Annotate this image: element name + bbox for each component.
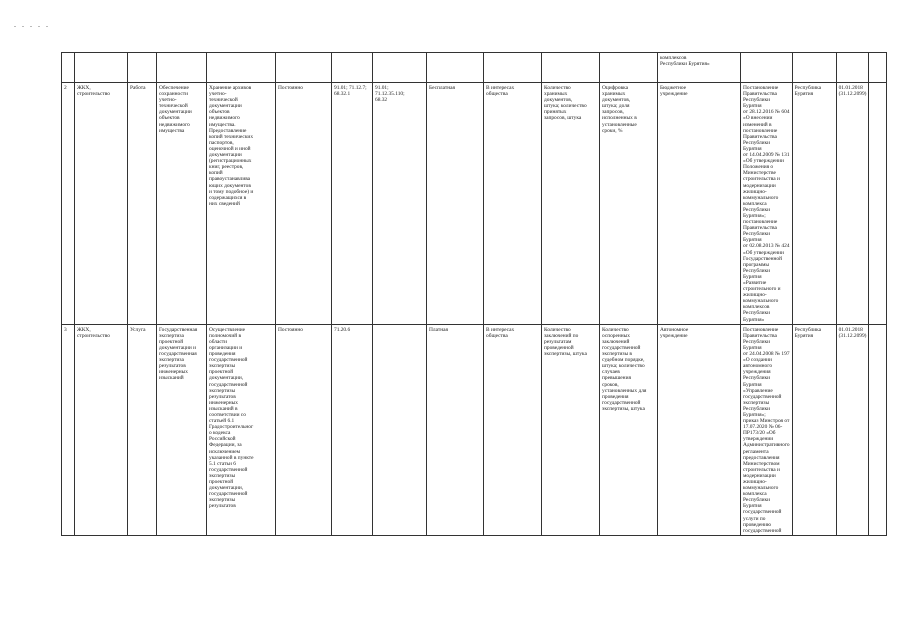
cell-empty [869,324,887,535]
legal-basis-continuation: комплексов Республики Бурятия» [658,53,741,83]
cell-institution-type: Автономное учреждение [658,324,741,535]
cell-name: Государственная экспертиза проектной документации и государственная экспертиза результатов инженерных изысканий [157,324,207,535]
scan-artifact [14,14,74,24]
cell-payment: Платная [427,324,484,535]
cell-number: 3 [62,324,75,535]
registry-table [61,52,887,536]
cell-okved: 71.20.6 [332,324,373,535]
cell-type: Работа [128,83,157,325]
cell-legal-basis: Постановление Правительства Республики Бурятия от 28.12.2016 № 604 «О внесении изменений в постановление Правительства Республики Бурятия от 14.04.2009 № 131 «Об утверждении Положения о Министерстве строительства и модернизации жилищно- коммунального комплекса Республики Бурятия»; постановление Правительства Республики Бурятия от 02.08.2013 № 424 «Об утверждении Государственной программы Республики Бурятия «Развитие строительного и жилищно- коммунального комплексов Республики Бурятия» [741,83,793,325]
table-row-continuation [62,53,887,83]
cell-okpd [373,324,427,535]
cell-recipients: В интересах общества [484,324,542,535]
table-row [62,324,887,535]
cell-institution-type: Бюджетное учреждение [658,83,741,325]
cell-payment: Бесплатная [427,83,484,325]
cell-sphere: ЖКХ, строительство [75,324,128,535]
cell-content: Хранение архивов учетно- технической документации объектов недвижимого имущества. Предоставление копий технических паспортов, оценочной и иной документации (регистрационных книг, реестров, копий правоустанавлива ющих документов и тому подобное) и содержащихся в них сведений [207,83,276,325]
cell-founder: Республика Бурятия [792,83,836,325]
cell-number: 2 [62,83,75,325]
cell-legal-basis: Постановление Правительства Республики Бурятия от 24.04.2008 № 197 «О создании автономного учреждения Республики Бурятия «Управление государственной экспертизы Республики Бурятия»; приказ Минстроя от 17.07.2020 № 06- ПР173/20 «Об утверждении Административного регламента предоставления Министерством строительства и модернизации жилищно- коммунального комплекса Республики Бурятия государственной услуги по проведению государственной [741,324,793,535]
cell-name: Обеспечение сохранности учетно- технической документации объектов недвижимого имущества [157,83,207,325]
cell-dates: 01.01.2018 (31.12.2099) [836,83,869,325]
cell-founder: Республика Бурятия [792,324,836,535]
table-row [62,83,887,325]
cell-quality-indicators: Количество оспоренных заключений государственной экспертизы в судебном порядке, штука; количество случаев превышения сроков, установленных для проведения государственной экспертизы, штука [600,324,658,535]
cell-okved: 91.01; 71.12.7; 68.32.1 [332,83,373,325]
cell-quality-indicators: Оцифровка хранимых документов, штука; доля запросов, исполненных в установленные сроки, % [600,83,658,325]
cell-type: Услуга [128,324,157,535]
cell-okpd: 91.01; 71.12.35.110; 68.32 [373,83,427,325]
cell-volume-indicators: Количество заключений по результатам проведенной экспертизы, штука [542,324,600,535]
cell-volume-indicators: Количество хранимых документов, штука; количество принятых запросов, штука [542,83,600,325]
cell-dates: 01.01.2018 (31.12.2099) [836,324,869,535]
cell-periodicity: Постоянно [276,324,332,535]
cell-periodicity: Постоянно [276,83,332,325]
cell-sphere: ЖКХ, строительство [75,83,128,325]
cell-content: Осуществление полномочий в области организации и проведения государственной экспертизы проектной документации, государственной экспертизы результатов инженерных изысканий в соответствии со статьей 6.1 Градостроительног о кодекса Российской Федерации, за исключением указанной в пункте 5.1 статьи 6 государственной экспертизы проектной документации, государственной экспертизы результатов [207,324,276,535]
cell-empty [869,83,887,325]
cell-recipients: В интересах общества [484,83,542,325]
